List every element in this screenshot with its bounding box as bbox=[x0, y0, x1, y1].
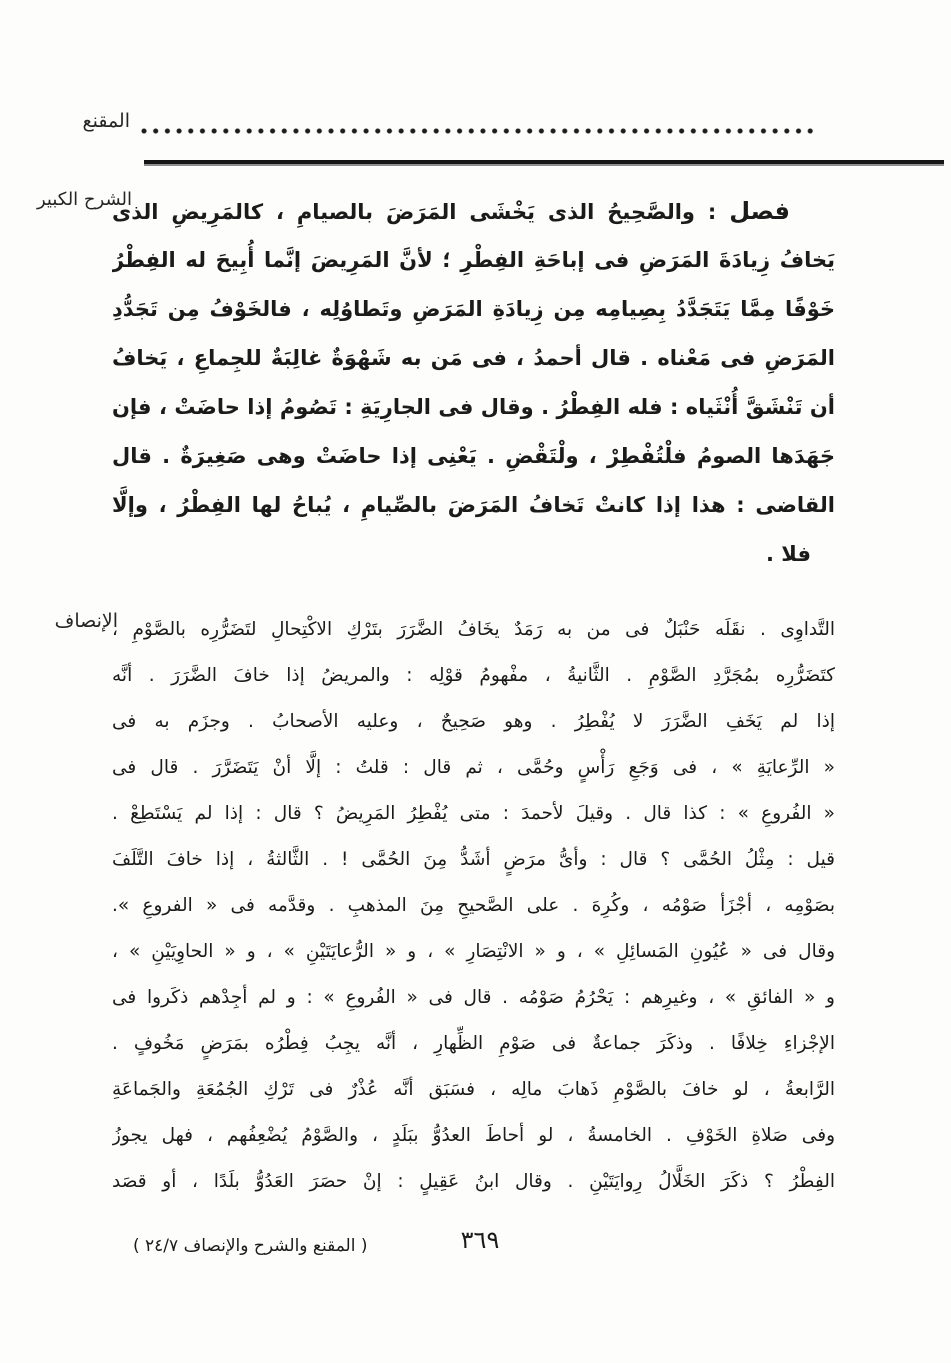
text-line: وفى صَلاةِ الخَوْفِ . الخامسةُ ، لو أحاطَ العدُوُّ ببَلَدٍ ، والصَّوْمُ يُضْعِفُهم ، فهل يجوزُ bbox=[112, 1125, 835, 1146]
text-line: كتَضَرُّرِه بمُجَرَّدِ الصَّوْمِ . الثَّانيةُ ، مفْهومُ قوْلِه : والمريضُ إذا خافَ الضَّرَرَ . أنَّه bbox=[112, 665, 835, 686]
text-line: الرَّابعةُ ، لو خافَ بالصَّوْمِ ذَهابَ مالِه ، فسَبَق أنَّه عُذْرٌ فى تَرْكِ الجُمُعَةِ والجَماعَةِ bbox=[112, 1079, 835, 1100]
text-line: خَوْفًا مِمَّا يَتَجَدَّدُ بِصِيامِه مِن زِيادَةِ المَرَضِ وتَطاوُلِه ، فالخَوْفُ مِن تَجَدُّدِ bbox=[112, 297, 835, 321]
text-line: بصَوْمِه ، أجْزَأ صَوْمُه ، وكُرِهَ . على الصَّحيحِ مِنَ المذهبِ . وقدَّمه فى « الفروعِ ». bbox=[112, 895, 835, 916]
text-line: و « الفائقِ » ، وغيرِهم : يَحْرُمُ صَوْمُه . قال فى « الفُروعِ » : و لم أجِدْهم ذكَروا فى bbox=[112, 987, 835, 1008]
text-line: يَخافُ زِيادَةَ المَرَضِ فى إباحَةِ الفِطْرِ ؛ لأنَّ المَرِيضَ إنَّما أُبِيحَ له الفِطْرُ bbox=[112, 248, 835, 272]
section-divider-rule bbox=[144, 160, 944, 166]
insaf-text-block bbox=[112, 607, 835, 1205]
text-line: الإجْزاءِ خِلافًا . وذكَرَ جماعةٌ فى صَوْمِ الظِّهارِ ، أنَّه يجِبُ فِطْرُه بمَرَضٍ مَخُوفٍ . bbox=[112, 1033, 835, 1054]
sharh-kabir-text-block bbox=[112, 187, 835, 579]
margin-label-insaf: الإنصاف bbox=[54, 610, 118, 632]
section-heading-word: فصل bbox=[729, 197, 790, 225]
text-line: الفِطْرُ ؟ ذكَرَ الخَلَّالُ رِوايَتَيْنِ . وقال ابنُ عَقِيلٍ : إنْ حصَرَ العَدُوُّ بلَدًا ، أو قصَد bbox=[112, 1171, 835, 1192]
text-line: « الرِّعايَةِ » ، فى وَجَعِ رَأْسٍ وحُمَّى ، ثم قال : قلتُ : إلَّا أنْ يَتَضَرَّرَ . قال فى bbox=[112, 757, 835, 778]
ellipsis-dotted-line bbox=[141, 126, 817, 136]
text-line: فلا . bbox=[766, 542, 811, 566]
text-line: القاضى : هذا إذا كانتْ تَخافُ المَرَضَ بالصِّيامِ ، يُباحُ لها الفِطْرُ ، وإلَّا bbox=[112, 493, 835, 517]
text-line: المَرَضِ فى مَعْناه . قال أحمدُ ، فى مَن به شَهْوَةٌ غالِبَةٌ للجِماعِ ، يَخافُ bbox=[112, 346, 835, 370]
text-line: وقال فى « عُيُونِ المَسائِلِ » ، و « الانْتِصَارِ » ، و « الرُّعايَتَيْنِ » ، و « الحاوِيَيْنِ » ، bbox=[112, 941, 835, 962]
margin-label-sharh-kabir: الشرح الكبير bbox=[36, 189, 132, 210]
text-line: جَهَدَها الصومُ فلْتُفْطِرْ ، ولْتَقْضِ . يَعْنِى إذا حاضَتْ وهى صَغِيرَةٌ . قال bbox=[112, 444, 835, 468]
text-run: : والصَّحِيحُ الذى يَخْشَى المَرَضَ بالصيامِ ، كالمَرِيضِ الذى bbox=[112, 200, 730, 224]
text-line: قيل : مِثْلُ الحُمَّى ؟ قال : وأىُّ مرَضٍ أشَدُّ مِنَ الحُمَّى ! . الثَّالثةُ ، إذا خافَ التَّلَفَ bbox=[112, 849, 835, 870]
text-line: أن تَنْشَقَّ أُنْثَياه : فله الفِطْرُ . وقال فى الجارِيَةِ : تَصُومُ إذا حاضَتْ ، فإن bbox=[112, 395, 835, 419]
text-line: إذا لم يَخَفِ الضَّرَرَ لا يُفْطِرُ . وهو صَحِيحٌ ، وعليه الأصحابُ . وجزَم به فى bbox=[112, 711, 835, 732]
margin-label-muqni: المقنع bbox=[82, 110, 130, 132]
page-number: ٣٦٩ bbox=[460, 1226, 500, 1254]
book-signature-reference: ( المقنع والشرح والإنصاف ٢٤/٧ ) bbox=[133, 1236, 368, 1256]
text-line: « الفُروعِ » : كذا قال . وقيلَ لأحمدَ : متى يُفْطِرُ المَرِيضُ ؟ قال : إذا لم يَسْتَطِعْ . bbox=[112, 803, 835, 824]
text-line: التَّداوِى . نقَلَه حَنْبَلٌ فى من به رَمَدٌ يخَافُ الضَّرَرَ بتَرْكِ الاكْتِحالِ لتَضَرُّرِه بالصَّوْمِ ، bbox=[112, 619, 835, 640]
text-line bbox=[112, 187, 835, 236]
divider-thin-line bbox=[144, 164, 944, 166]
